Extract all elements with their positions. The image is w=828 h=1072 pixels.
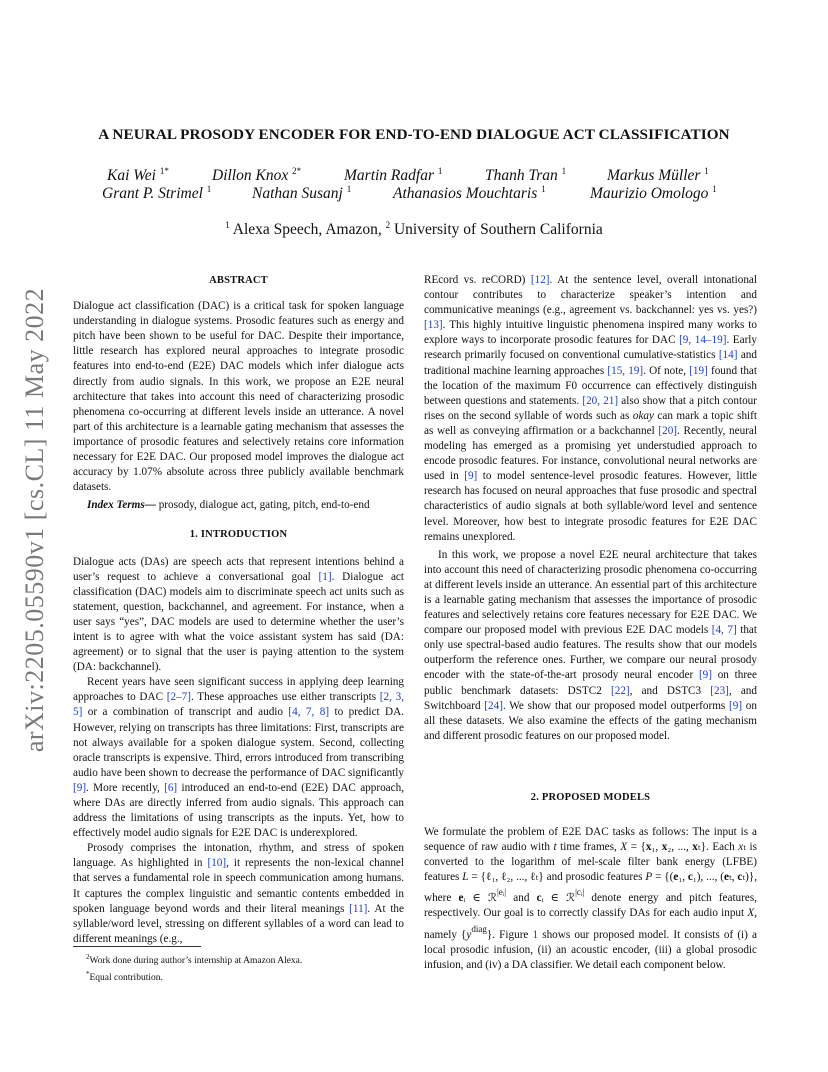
author: Athanasios Mouchtaris $^1$ [393,184,546,202]
citation-link[interactable]: [6] [164,781,178,794]
author: Markus Müller $^1$ [607,166,709,184]
proposed-models-heading: 2. PROPOSED MODELS [530,791,651,803]
introduction-heading: 1. INTRODUCTION [189,529,288,541]
citation-link[interactable]: [1] [318,570,332,583]
citation-link[interactable]: [2, 3, 5] [73,691,405,719]
citation-link[interactable]: [9] [73,781,87,794]
author: Grant P. Strimel $^1$ [102,184,212,202]
citation-link[interactable]: [9] [729,699,743,712]
intro-paragraph-4: REcord vs. reCORD) [12]. At the sentence level, overall intonational contour contributes to characterize speaker’s intention and communicative meanings (e.g., agreement vs. backchannel: yes vs. yes?) [13]. This highly intuitive linguistic phenomena inspired many works to explore ways to incorporate prosodic features for DAC [9, 14–19]. Early research primarily focused on conventional cumulative-statistics [14] and traditional machine learning approaches [15, 19]. Of note, [19] found that the location of the maximum F0 occurrence can effectively distinguish between questions and statements. [20, 21] also show that a pitch contour rises on the second syllable of words such as okay can mark a topic shift as well as conveying affirmation or a backchannel [20]. Recently, neural modeling has emerged as a promising yet understudied approach to encode prosodic features. For instance, convolutional neural networks are used in [9] to model sentence-level prosodic features. However, little research has focused on neural approaches that fuse prosodic and spectral characteristics of audio signals at both syllable/word level and sentence level. Moreover, how best to integrate prosodic features for E2E DAC remains unexplored. [424,274,757,543]
authors-row-1 [60,166,768,186]
citation-link[interactable]: [12] [530,274,550,286]
authors-row-2 [60,184,768,204]
citation-link[interactable]: [20] [658,424,678,437]
citation-link[interactable]: [22] [611,684,630,697]
abstract-text: Dialogue act classification (DAC) is a critical task for spoken language understanding in dialogue systems. Prosodic features such as energy and pitch have been shown to be useful for DAC. Despite their importance, little research has explored neural approaches to integrate prosodic features into end-to-end (E2E) DAC models which infer dialogue acts directly from audio signals. In this work, we propose an E2E neural architecture that takes into account this need of characterizing prosodic phenomena co-occurring at different levels inside an utterance. A novel part of this architecture is a learnable gating mechanism that assesses the importance of prosodic features and selectively retains core information necessary for E2E DAC. Our proposed model improves the dialogue act accuracy by 1.07% absolute across three publicly available benchmark datasets. [73,300,404,494]
citation-link[interactable]: [11] [349,902,368,915]
citation-link[interactable]: 1 [532,928,539,941]
arxiv-sidebar [10,280,60,760]
author: Maurizio Omologo $^1$ [590,184,717,202]
author: Martin Radfar $^1$ [344,166,443,184]
paper-title: A NEURAL PROSODY ENCODER FOR END-TO-END DIALOGUE ACT CLASSIFICATION [98,126,730,143]
footnote: *Equal contribution. [86,970,163,983]
intro-paragraph-2: Recent years have seen significant success in applying deep learning approaches to DAC [2–7]. These approaches use either transcripts [2, 3, 5] or a combination of transcript and audio [4, 7, 8] to predict DA. However, relying on transcripts has three limitations: First, transcripts are not always available for a spoken dialogue system. Second, collecting oracle transcripts is expensive. Third, errors introduced from transcribing audio have been shown to decrease the performance of DAC significantly [9]. More recently, [6] introduced an end-to-end (E2E) DAC approach, where DAs are directly inferred from audio signals. This approach can address the limitations of using transcripts as the inputs. Yet, how to effectively model audio signals for E2E DAC is underexplored. [73,676,405,840]
citation-link[interactable]: [9, 14–19] [679,334,727,347]
citation-link[interactable]: [9] [464,470,478,483]
citation-link[interactable]: [4, 7, 8] [288,706,330,719]
footnote: $^2$Work done during author’s internship at Amazon Alexa. [86,953,303,966]
index-terms: Index Terms— prosody, dialogue act, gating, pitch, end-to-end [87,499,370,512]
footnotes [86,951,406,985]
citation-link[interactable]: [15, 19] [607,364,644,377]
author: Kai Wei $^{1*}$ [107,166,169,184]
citation-link[interactable]: [2–7] [166,691,191,704]
abstract-heading: ABSTRACT [209,275,268,286]
citation-link[interactable]: [19] [689,364,708,377]
affiliations: $^1$ Alexa Speech, Amazon, $^2$ University of Southern California [225,220,603,238]
author: Dillon Knox $^{2*}$ [212,166,302,184]
right-column [424,273,757,973]
citation-link[interactable]: [10] [207,857,227,870]
footnote-rule [73,946,201,947]
citation-link[interactable]: [23] [710,684,729,697]
intro-paragraph-5: In this work, we propose a novel E2E neural architecture that takes into account this need of characterizing prosodic phenomena co-occurring at different levels inside an utterance. An essential part of this architecture is a learnable gating mechanism that assesses the importance of prosodic features and selectively retains core features necessary for E2E DAC. We compare our proposed model with previous E2E DAC models [4, 7] that only use spectral-based audio features. The results show that our models outperform the reference ones. Further, we compare our neural prosody encoder with the state-of-the-art prosody neural encoder [9] on three public benchmark datasets: DSTC2 [22], and DSTC3 [23], and Switchboard [24]. We show that our proposed model outperforms [9] on all these datasets. We also examine the effects of the gating mechanism and different prosodic features on our proposed model. [424,548,758,742]
left-column [73,273,404,947]
author: Thanh Tran $^1$ [485,166,567,184]
arxiv-identifier: arXiv:2205.05590v1 [cs.CL] 11 May 2022 [20,287,49,753]
citation-link[interactable]: [24] [484,699,503,712]
author: Nathan Susanj $^1$ [252,184,352,202]
citation-link[interactable]: [14] [718,349,738,362]
models-paragraph-1: We formulate the problem of E2E DAC tasks as follows: The input is a sequence of raw audio with t time frames, X = {x₁, x₂, ..., xₜ}. Each xₜ is converted to the logarithm of mel-scale filter bank energy (LFBE) features L = {ℓ₁, ℓ₂, ..., ℓₜ} and prosodic features P = {(e₁, c₁), ..., (eₜ, cₜ)}, where eᵢ ∈ ℛ$^{|eᵢ|}$ and cᵢ ∈ ℛ$^{|cᵢ|}$ denote energy and pitch features, respectively. Our goal is to correctly classify DAs for each audio input X, namely $\{y^{diag}\}$. Figure 1 shows our proposed model. It consists of (i) a local prosodic infusion, (ii) an acoustic encoder, (iii) a global prosodic infusion, and (iv) a DA classifier. We detail each component below. [424,826,758,971]
citation-link[interactable]: [20, 21] [582,394,619,407]
intro-paragraph-3: Prosody comprises the intonation, rhythm, and stress of spoken language. As highlighted in [10], it represents the non-lexical channel that serves a fundamental role in speech communication among humans. It captures the complex linguistic and semantic contents embedded in spoken language beyond words and their literal meanings [11]. At the syllable/word level, stressing on different syllables of a word can lead to different meanings (e.g., [73,842,405,945]
intro-paragraph-1: Dialogue acts (DAs) are speech acts that represent intentions behind a user’s request to achieve a conversational goal [1]. Dialogue act classification (DAC) models aim to discriminate speech act units such as statement, question, backchannel, and agreement. For instance, when a user says “yes”, DAC models are used to determine whether the user’s intent is to agree with what the voice assistant system has said (DA: agreement) or to signal that the user is paying attention to the system (DA: backchannel). [73,555,404,674]
citation-link[interactable]: [9] [698,669,712,682]
citation-link[interactable]: [4, 7] [711,624,737,637]
citation-link[interactable]: [13] [424,319,443,332]
